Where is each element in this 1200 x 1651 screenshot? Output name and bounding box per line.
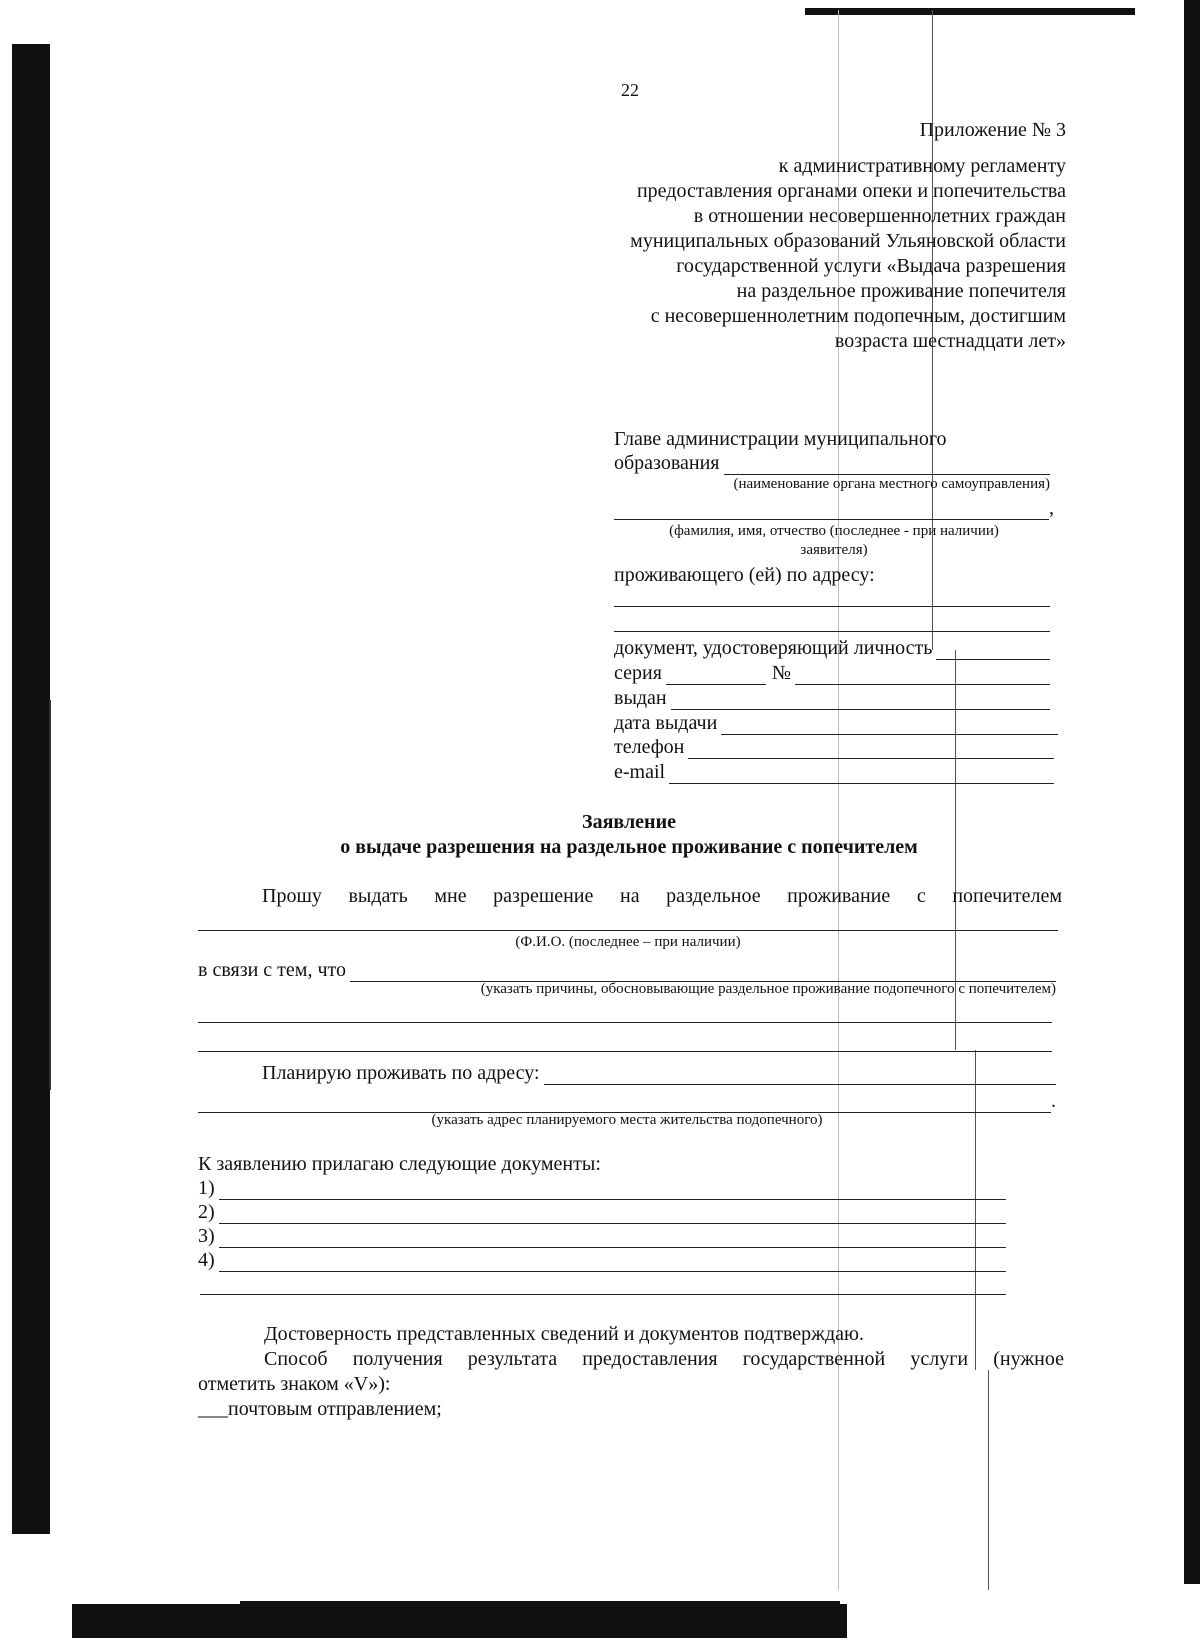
scan-edge-bottom-thin (240, 1601, 840, 1605)
scan-edge-left (12, 44, 50, 1534)
series-label: серия (614, 662, 662, 684)
request-text: Прошу выдать мне разрешение на раздельное проживание с попечителем (262, 885, 1062, 907)
issue-date-label: дата выдачи (614, 712, 718, 734)
hint-org: (наименование органа местного самоуправления) (733, 476, 1050, 492)
addressee-org-label: образования (614, 452, 720, 474)
address-field[interactable] (544, 1066, 1056, 1085)
issue-date-field[interactable] (721, 716, 1058, 735)
addressee-line: Главе администрации муниципального (614, 428, 947, 450)
reason-label: в связи с тем, что (198, 959, 346, 981)
address-label: Планирую проживать по адресу: (262, 1062, 540, 1084)
issue-date-row (614, 711, 1058, 735)
id-doc-field[interactable] (936, 641, 1050, 660)
hint-guardian-fio: (Ф.И.О. (последнее – при наличии) (515, 934, 741, 950)
addressee-org-field[interactable] (724, 456, 1051, 475)
reason-field-2[interactable] (198, 1004, 1052, 1023)
phone-field[interactable] (688, 740, 1054, 759)
attachments-label: К заявлению прилагаю следующие документы: (198, 1153, 601, 1175)
issued-row (614, 686, 1050, 710)
appendix-line: на раздельное проживание попечителя (736, 280, 1066, 302)
method-line-1: Способ получения результата предоставления государственной услуги (нужное (264, 1348, 1064, 1370)
applicant-fio-comma: , (1049, 497, 1054, 519)
attachment-number: 2) (198, 1201, 215, 1223)
hint-fio-2: заявителя) (800, 542, 868, 558)
attachment-number: 4) (198, 1249, 215, 1271)
number-label: № (771, 662, 791, 684)
id-doc-label: документ, удостоверяющий личность (614, 637, 933, 659)
guardian-fio-field[interactable] (198, 912, 1058, 931)
reason-row (198, 958, 1056, 982)
appendix-line: предоставления органами опеки и попечительства (636, 180, 1066, 202)
statement-subtitle: о выдаче разрешения на раздельное проживание с попечителем (340, 836, 918, 858)
address-period: . (1051, 1090, 1056, 1112)
appendix-line: к административному регламенту (778, 155, 1066, 177)
confirm-text: Достоверность представленных сведений и документов подтверждаю. (264, 1323, 864, 1345)
series-field[interactable] (666, 666, 766, 685)
attachment-field[interactable] (219, 1205, 1006, 1224)
phone-label: телефон (614, 736, 685, 758)
reason-field-3[interactable] (198, 1033, 1052, 1052)
id-doc-row (614, 636, 1050, 660)
appendix-line: возраста шестнадцати лет» (834, 330, 1066, 352)
address-row (262, 1061, 1056, 1085)
phone-row (614, 735, 1054, 759)
addressee-org-row (614, 451, 1050, 475)
attachment-row (198, 1248, 1006, 1272)
appendix-title: Приложение № 3 (919, 119, 1066, 141)
attachment-number: 1) (198, 1177, 215, 1199)
page-number: 22 (621, 80, 639, 100)
hint-address: (указать адрес планируемого места жительства подопечного) (431, 1112, 823, 1128)
number-field[interactable] (795, 666, 1050, 685)
attachment-row (198, 1224, 1006, 1248)
residence-field-2[interactable] (614, 613, 1050, 632)
scan-edge-bottom (72, 1604, 847, 1638)
scan-edge-top (805, 8, 1135, 15)
hint-fio: (фамилия, имя, отчество (последнее - при наличии) (669, 523, 999, 539)
appendix-line: с несовершеннолетним подопечным, достигшим (650, 305, 1066, 327)
attachment-field[interactable] (219, 1229, 1006, 1248)
attachment-field[interactable] (219, 1253, 1006, 1272)
applicant-fio-field[interactable] (614, 501, 1049, 520)
appendix-line: в отношении несовершеннолетних граждан (693, 205, 1066, 227)
email-label: e-mail (614, 761, 666, 783)
email-field[interactable] (669, 765, 1054, 784)
scan-fold-line (988, 1370, 989, 1590)
email-row (614, 760, 1054, 784)
scan-line-left (49, 700, 51, 1090)
address-row-2 (198, 1089, 1056, 1113)
appendix-line: муниципальных образований Ульяновской области (630, 230, 1066, 252)
appendix-line: государственной услуги «Выдача разрешения (676, 255, 1066, 277)
attachment-row (198, 1200, 1006, 1224)
hint-reason: (указать причины, обосновывающие раздельное проживание подопечного с попечителем) (480, 981, 1056, 997)
method-line-2: отметить знаком «V»): (198, 1373, 391, 1395)
attachment-row (198, 1176, 1006, 1200)
attachment-field[interactable] (219, 1181, 1006, 1200)
attachment-number: 3) (198, 1225, 215, 1247)
method-option-mail[interactable]: ___почтовым отправлением; (198, 1398, 442, 1420)
applicant-fio-row (614, 496, 1054, 520)
series-row (614, 661, 1050, 685)
attachment-extra-field[interactable] (200, 1276, 1006, 1295)
issued-field[interactable] (671, 691, 1050, 710)
residence-field-1[interactable] (614, 588, 1050, 607)
residence-label: проживающего (ей) по адресу: (614, 564, 875, 586)
issued-label: выдан (614, 687, 667, 709)
scan-edge-right (1184, 0, 1200, 1584)
statement-title: Заявление (582, 811, 676, 833)
